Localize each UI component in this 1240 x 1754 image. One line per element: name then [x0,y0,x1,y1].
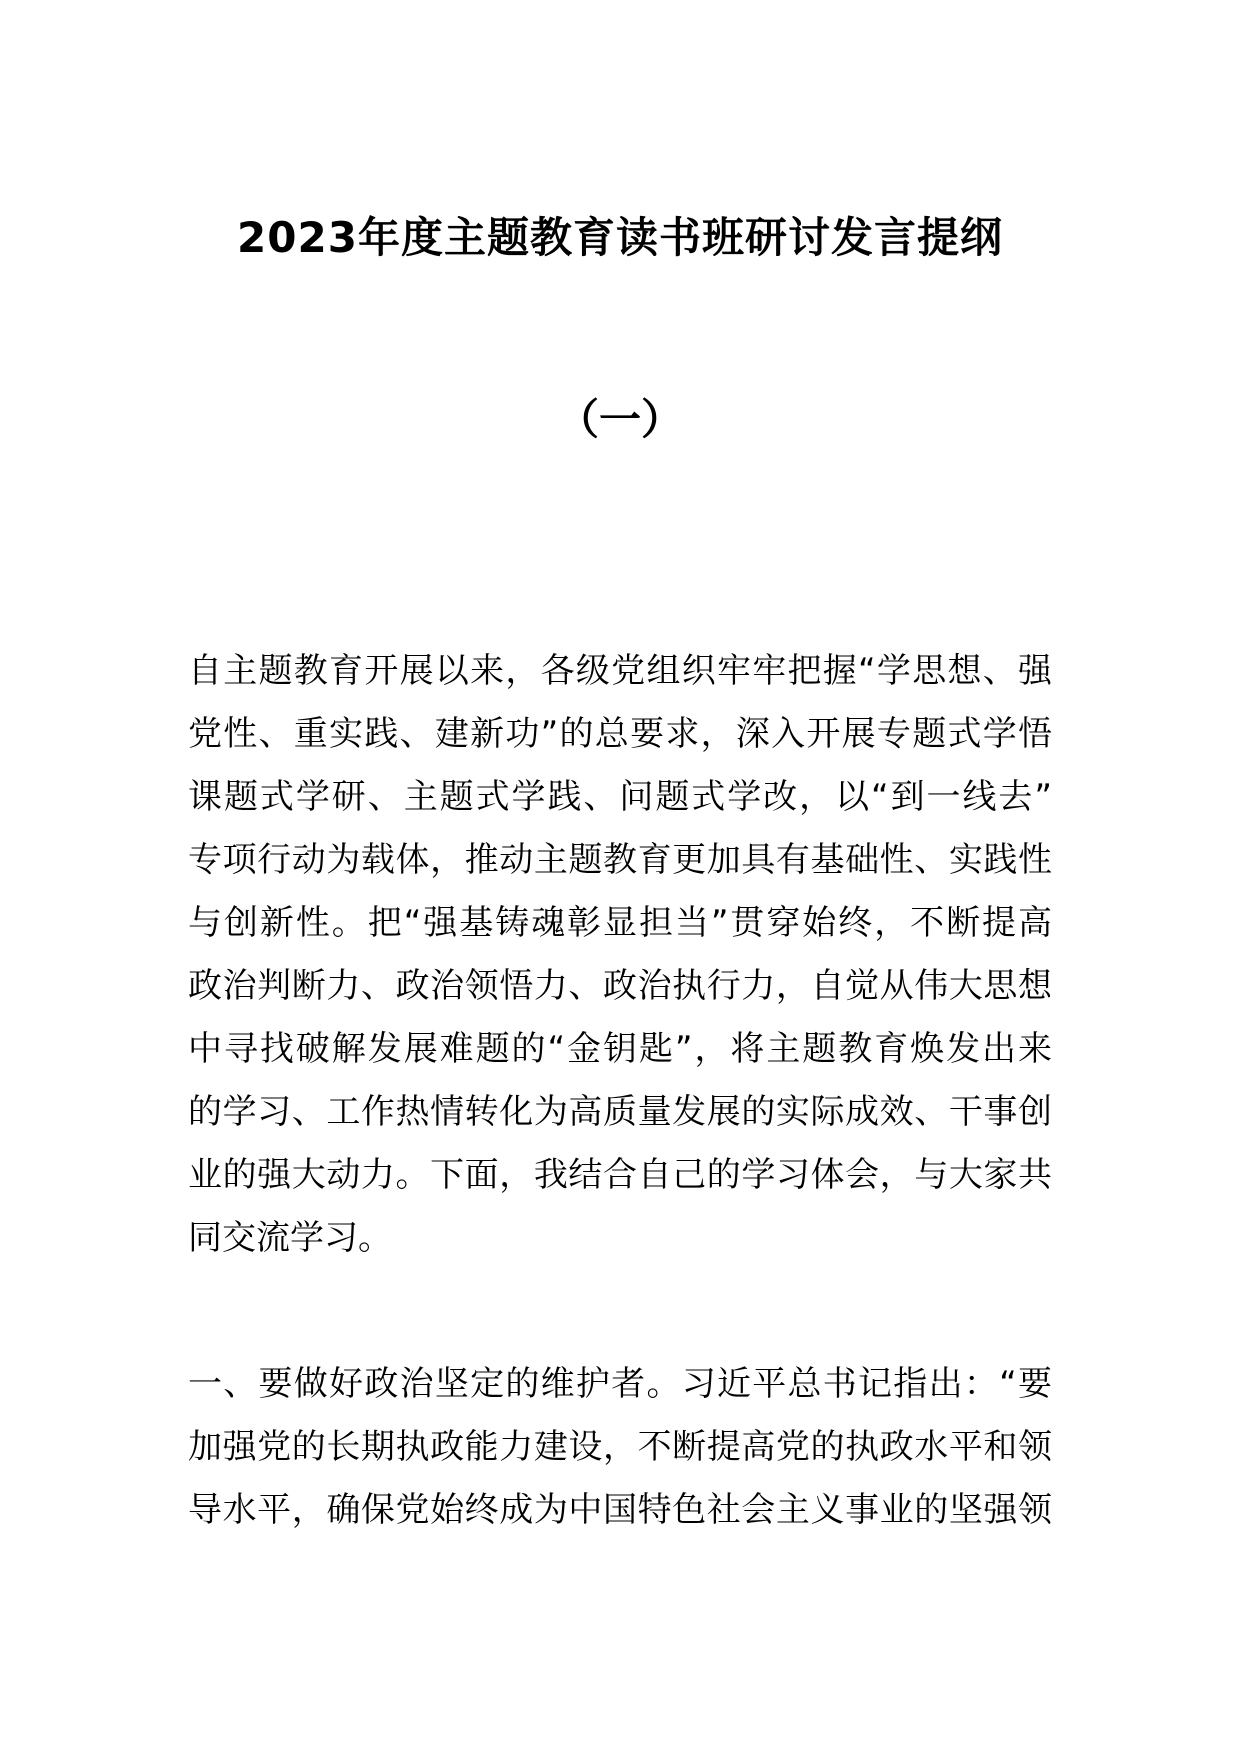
body-paragraph-intro [188,640,1052,1270]
paragraph-line: 的学习、工作热情转化为高质量发展的实际成效、干事创 [188,1092,1052,1132]
section-label: （一） [556,395,683,444]
paragraph-line: 课题式学研、主题式学践、问题式学改，以“到一线去” [188,777,1052,817]
paragraph-line: 政治判断力、政治领悟力、政治执行力，自觉从伟大思想 [188,966,1052,1006]
paragraph-line: 自主题教育开展以来，各级党组织牢牢把握“学思想、强 [188,651,1052,691]
body-paragraph-section-one [188,1353,1052,1542]
paragraph-line: 中寻找破解发展难题的“金钥匙”，将主题教育焕发出来 [188,1029,1052,1069]
paragraph-line: 同交流学习。 [188,1218,392,1258]
paragraph-line: 一、要做好政治坚定的维护者。习近平总书记指出：“要 [188,1364,1052,1404]
paragraph-line: 导水平，确保党始终成为中国特色社会主义事业的坚强领 [188,1490,1052,1530]
paragraph-line: 业的强大动力。下面，我结合自己的学习体会，与大家共 [188,1155,1052,1195]
paragraph-line: 专项行动为载体，推动主题教育更加具有基础性、实践性 [188,840,1052,880]
document-title: 2023年度主题教育读书班研讨发言提纲 [237,213,1003,262]
paragraph-line: 党性、重实践、建新功”的总要求，深入开展专题式学悟 [188,714,1052,754]
paragraph-line: 与创新性。把“强基铸魂彰显担当”贯穿始终，不断提高 [188,903,1052,943]
paragraph-line: 加强党的长期执政能力建设，不断提高党的执政水平和领 [188,1427,1052,1467]
